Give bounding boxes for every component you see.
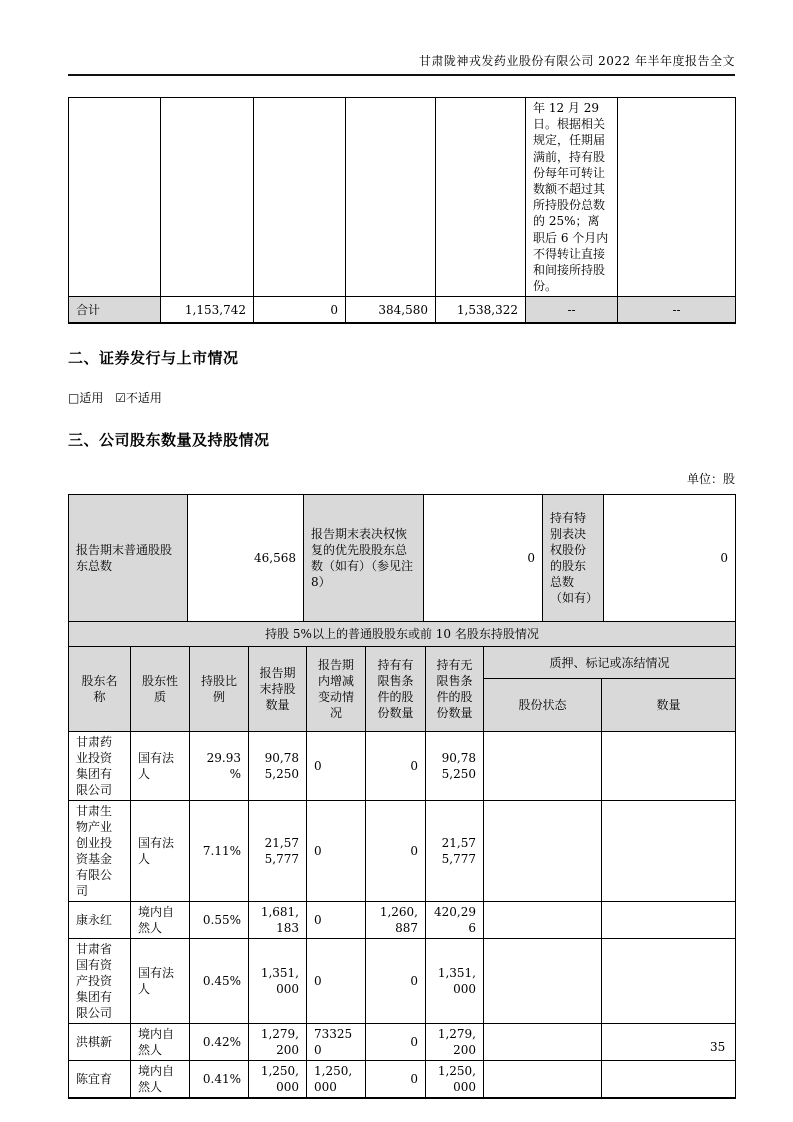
holder-status-cell <box>484 1061 602 1099</box>
total-row <box>69 297 736 324</box>
header-nature-cell: 股东性质 <box>131 647 190 732</box>
total-value-cell: 1,538,322 <box>436 297 526 324</box>
holder-quantity-cell <box>602 902 736 939</box>
unit-label: 单位：股 <box>686 472 735 487</box>
holder-status-cell <box>484 732 602 801</box>
holder-nature-cell: 境内自然人 <box>131 902 190 939</box>
header-unrestricted-cell: 持有无限售条件的股份数量 <box>426 647 484 732</box>
page-number: 35 <box>710 1040 726 1054</box>
header-restricted-cell: 持有有限售条件的股份数量 <box>366 647 426 732</box>
page-content <box>68 0 735 1099</box>
holder-name-cell: 甘肃省国有资产投资集团有限公司 <box>69 939 131 1024</box>
holder-name-cell: 洪棋新 <box>69 1024 131 1061</box>
holder-status-cell <box>484 939 602 1024</box>
holder-status-cell <box>484 801 602 902</box>
holders-subtitle-cell: 持股 5%以上的普通股股东或前 10 名股东持股情况 <box>69 622 736 647</box>
total-value-cell: 1,153,742 <box>161 297 254 324</box>
holder-change-cell: 0 <box>307 801 366 902</box>
holder-nature-cell: 境内自然人 <box>131 1024 190 1061</box>
empty-cell <box>69 98 161 297</box>
holder-ratio-cell: 0.55% <box>190 902 249 939</box>
holder-quantity-cell <box>602 939 736 1024</box>
applicability-line <box>68 389 735 406</box>
holder-shares-end-cell: 21,575,777 <box>249 801 307 902</box>
total-dash-cell: -- <box>618 297 736 324</box>
holder-ratio-cell: 29.93% <box>190 732 249 801</box>
holder-change-cell: 0 <box>307 732 366 801</box>
common-holders-label-cell: 报告期末普通股股东总数 <box>69 495 188 622</box>
holder-unrestricted-cell: 1,351,000 <box>426 939 484 1024</box>
checkbox-not-applicable: ☑不适用 <box>115 391 162 406</box>
summary-row <box>69 495 736 622</box>
holder-quantity-cell <box>602 732 736 801</box>
special-voting-label-cell: 持有特别表决权股份的股东总数（如有） <box>543 495 604 622</box>
preferred-holders-label-cell: 报告期末表决权恢复的优先股股东总数（如有）（参见注 8） <box>304 495 424 622</box>
header-row <box>69 647 736 679</box>
total-dash-cell: -- <box>526 297 618 324</box>
holder-unrestricted-cell: 1,250,000 <box>426 1061 484 1099</box>
holder-change-cell: 1,250,000 <box>307 1061 366 1099</box>
holder-nature-cell: 国有法人 <box>131 732 190 801</box>
holder-change-cell: 0 <box>307 939 366 1024</box>
holder-nature-cell: 国有法人 <box>131 939 190 1024</box>
total-value-cell: 384,580 <box>346 297 436 324</box>
holder-name-cell: 康永红 <box>69 902 131 939</box>
holder-shares-end-cell: 1,279,200 <box>249 1024 307 1061</box>
document-header <box>68 0 735 76</box>
header-ratio-cell: 持股比例 <box>190 647 249 732</box>
holder-restricted-cell: 1,260,887 <box>366 902 426 939</box>
holder-shares-end-cell: 1,250,000 <box>249 1061 307 1099</box>
header-pledge-group-cell: 质押、标记或冻结情况 <box>484 647 736 679</box>
section-heading-shareholders: 三、公司股东数量及持股情况 <box>68 431 270 450</box>
holder-unrestricted-cell: 90,785,250 <box>426 732 484 801</box>
holder-nature-cell: 境内自然人 <box>131 1061 190 1099</box>
header-quantity-cell: 数量 <box>602 679 736 732</box>
holder-name-cell: 甘肃生物产业创业投资基金有限公司 <box>69 801 131 902</box>
shareholder-row <box>69 732 736 801</box>
header-change-cell: 报告期内增减变动情况 <box>307 647 366 732</box>
holder-shares-end-cell: 1,351,000 <box>249 939 307 1024</box>
shareholder-row <box>69 801 736 902</box>
header-name-cell: 股东名称 <box>69 647 131 732</box>
shareholder-row <box>69 902 736 939</box>
holder-restricted-cell: 0 <box>366 939 426 1024</box>
table-row <box>69 98 736 297</box>
holder-ratio-cell: 0.42% <box>190 1024 249 1061</box>
shareholder-row <box>69 1024 736 1061</box>
holder-ratio-cell: 0.41% <box>190 1061 249 1099</box>
holder-status-cell <box>484 1024 602 1061</box>
holder-ratio-cell: 0.45% <box>190 939 249 1024</box>
total-label-cell: 合计 <box>69 297 161 324</box>
holder-unrestricted-cell: 1,279,200 <box>426 1024 484 1061</box>
holder-nature-cell: 国有法人 <box>131 801 190 902</box>
holder-quantity-cell <box>602 1061 736 1099</box>
holder-status-cell <box>484 902 602 939</box>
special-voting-value-cell: 0 <box>604 495 736 622</box>
holder-ratio-cell: 7.11% <box>190 801 249 902</box>
empty-cell <box>346 98 436 297</box>
holder-restricted-cell: 0 <box>366 801 426 902</box>
shareholder-row <box>69 1061 736 1099</box>
total-value-cell: 0 <box>254 297 346 324</box>
holder-unrestricted-cell: 21,575,777 <box>426 801 484 902</box>
common-holders-value-cell: 46,568 <box>188 495 304 622</box>
subtitle-row <box>69 622 736 647</box>
holder-shares-end-cell: 1,681,183 <box>249 902 307 939</box>
section-heading-securities: 二、证券发行与上市情况 <box>68 349 239 368</box>
preferred-holders-value-cell: 0 <box>424 495 543 622</box>
lockup-note-cell: 年 12 月 29 日。根据相关规定，任期届满前，持有股份每年可转让数额不超过其所持股份总数的 25%；离职后 6 个月内不得转让直接和间接所持股份。 <box>526 98 618 297</box>
holder-change-cell: 733250 <box>307 1024 366 1061</box>
empty-cell <box>161 98 254 297</box>
shareholder-row <box>69 939 736 1024</box>
previous-page-table <box>68 97 736 324</box>
shareholder-summary-table <box>68 494 736 647</box>
header-shares-end-cell: 报告期末持股数量 <box>249 647 307 732</box>
holder-name-cell: 陈宜育 <box>69 1061 131 1099</box>
holder-change-cell: 0 <box>307 902 366 939</box>
document-title: 甘肃陇神戎发药业股份有限公司 2022 年半年度报告全文 <box>418 54 735 68</box>
holder-restricted-cell: 0 <box>366 1024 426 1061</box>
holder-restricted-cell: 0 <box>366 1061 426 1099</box>
empty-cell <box>436 98 526 297</box>
checkbox-applicable: □适用 <box>68 391 104 406</box>
holder-unrestricted-cell: 420,296 <box>426 902 484 939</box>
empty-cell <box>254 98 346 297</box>
empty-cell <box>618 98 736 297</box>
header-status-cell: 股份状态 <box>484 679 602 732</box>
holder-name-cell: 甘肃药业投资集团有限公司 <box>69 732 131 801</box>
top-shareholders-table <box>68 646 736 1099</box>
holder-shares-end-cell: 90,785,250 <box>249 732 307 801</box>
holder-restricted-cell: 0 <box>366 732 426 801</box>
holder-quantity-cell <box>602 801 736 902</box>
